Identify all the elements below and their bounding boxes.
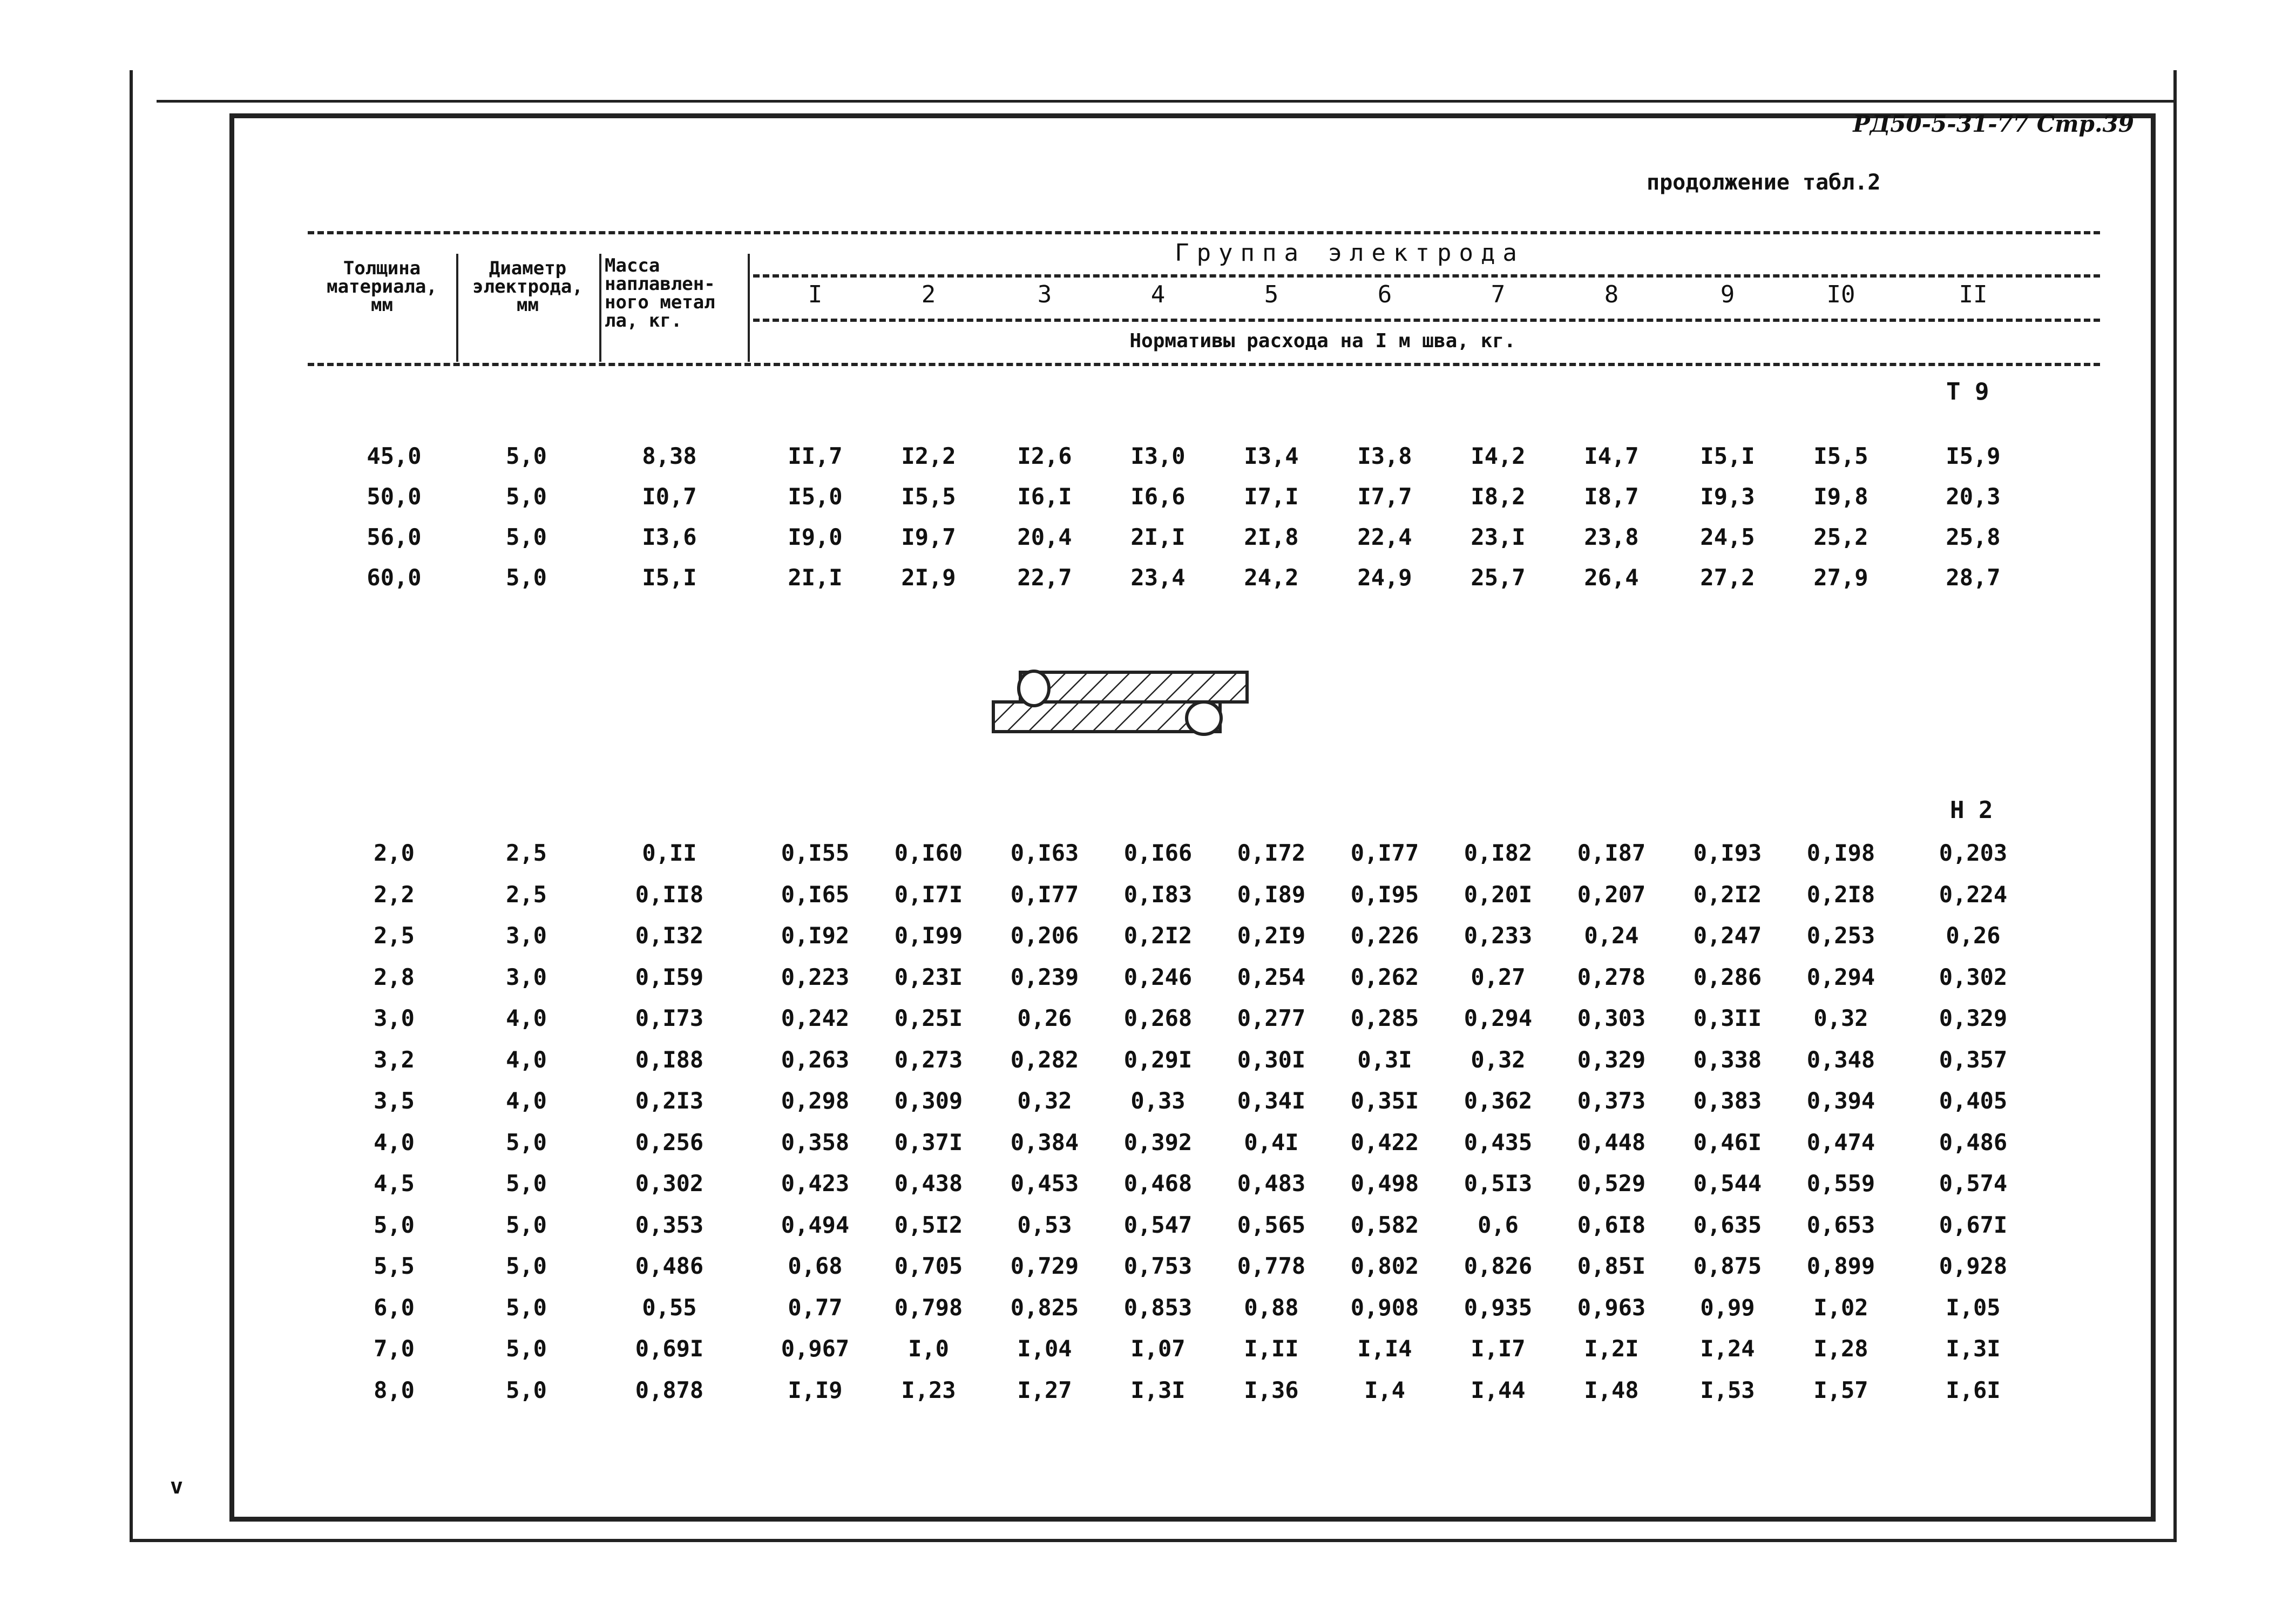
section1-cell: I3,4 (1244, 443, 1299, 469)
section2-cell: 0,233 (1464, 922, 1533, 949)
section1-cell: 5,0 (506, 443, 547, 469)
section2-cell: 0,273 (894, 1046, 963, 1073)
section2-cell: 0,825 (1010, 1294, 1079, 1321)
group-number: II (1959, 281, 1988, 308)
section1-cell: 28,7 (1946, 564, 2001, 591)
section1-cell: I2,2 (901, 443, 956, 469)
section2-cell: 0,I66 (1123, 840, 1193, 866)
section2-cell: 0,729 (1010, 1253, 1079, 1279)
section2-cell: 0,294 (1464, 1005, 1533, 1031)
section2-cell: 0,32 (1471, 1046, 1526, 1073)
group-number: 7 (1491, 281, 1506, 308)
section2-cell: 0,3II (1693, 1005, 1762, 1031)
section2-cell: 0,358 (781, 1129, 850, 1155)
section2-cell: 0,5I2 (894, 1211, 963, 1238)
section1-cell: 22,7 (1017, 564, 1072, 591)
section2-cell: 3,0 (374, 1005, 415, 1031)
section2-cell: 0,277 (1237, 1005, 1306, 1031)
section2-cell: 0,20I (1464, 881, 1533, 908)
section2-cell: 0,826 (1464, 1253, 1533, 1279)
section1-cell: 2I,8 (1244, 524, 1299, 550)
section2-cell: 0,329 (1577, 1046, 1646, 1073)
section1-cell: 2I,9 (901, 564, 956, 591)
section2-cell: I,6I (1946, 1376, 2001, 1403)
section1-cell: 23,8 (1584, 524, 1639, 550)
lap-weld-joint-icon (988, 664, 1269, 745)
section2-cell: 0,329 (1939, 1005, 2008, 1031)
section2-cell: 0,309 (894, 1087, 963, 1114)
section2-cell: 0,422 (1350, 1129, 1419, 1155)
section1-cell: I9,3 (1700, 483, 1755, 510)
section2-cell: 0,33 (1130, 1087, 1186, 1114)
section2-cell: 3,0 (506, 963, 547, 990)
section1-cell: 20,3 (1946, 483, 2001, 510)
section2-cell: 0,6 (1478, 1211, 1519, 1238)
section1-cell: 25,7 (1471, 564, 1526, 591)
section1-cell: II,7 (788, 443, 843, 469)
section1-cell: I7,I (1244, 483, 1299, 510)
section2-cell: 0,494 (781, 1211, 850, 1238)
section1-cell: I3,0 (1130, 443, 1186, 469)
section2-cell: 2,5 (506, 881, 547, 908)
section1-cell: 27,2 (1700, 564, 1755, 591)
section2-cell: 2,5 (506, 840, 547, 866)
section2-cell: 2,2 (374, 881, 415, 908)
section2-cell: 0,498 (1350, 1170, 1419, 1197)
section1-cell: 2I,I (788, 564, 843, 591)
section2-cell: 0,I73 (635, 1005, 704, 1031)
section2-cell: I,3I (1130, 1376, 1186, 1403)
section1-cell: 25,2 (1813, 524, 1868, 550)
section2-cell: 0,32 (1017, 1087, 1072, 1114)
section1-cell: I9,7 (901, 524, 956, 550)
section1-cell: I0,7 (642, 483, 697, 510)
section2-cell: 0,254 (1237, 963, 1306, 990)
section2-cell: 0,899 (1806, 1253, 1875, 1279)
section2-cell: 0,302 (635, 1170, 704, 1197)
section2-cell: 0,384 (1010, 1129, 1079, 1155)
section2-cell: 0,26 (1017, 1005, 1072, 1031)
section2-cell: 0,263 (781, 1046, 850, 1073)
section2-cell: 0,362 (1464, 1087, 1533, 1114)
section2-cell: 0,203 (1939, 840, 2008, 866)
section2-cell: 0,529 (1577, 1170, 1646, 1197)
section2-cell: 0,67I (1939, 1211, 2008, 1238)
section2-cell: 8,0 (374, 1376, 415, 1403)
section2-cell: 0,853 (1123, 1294, 1193, 1321)
section2-cell: I,53 (1700, 1376, 1755, 1403)
section2-cell: 0,I99 (894, 922, 963, 949)
section1-cell: 23,4 (1130, 564, 1186, 591)
section1-cell: I4,2 (1471, 443, 1526, 469)
section2-cell: 0,99 (1700, 1294, 1755, 1321)
section1-cell: I2,6 (1017, 443, 1072, 469)
section2-cell: 0,I7I (894, 881, 963, 908)
section2-cell: 0,I87 (1577, 840, 1646, 866)
section2-cell: 0,29I (1123, 1046, 1193, 1073)
section2-cell: 0,753 (1123, 1253, 1193, 1279)
section1-cell: 24,9 (1357, 564, 1412, 591)
section2-cell: 0,635 (1693, 1211, 1762, 1238)
section2-cell: 0,574 (1939, 1170, 2008, 1197)
header-rule-group (753, 274, 2100, 278)
section2-cell: 0,207 (1577, 881, 1646, 908)
section1-cell: 2I,I (1130, 524, 1186, 550)
section2-cell: 0,239 (1010, 963, 1079, 990)
section2-cell: 0,24 (1584, 922, 1639, 949)
section2-cell: 5,0 (506, 1170, 547, 1197)
section2-cell: 0,6I8 (1577, 1211, 1646, 1238)
section2-cell: I,27 (1017, 1376, 1072, 1403)
section2-cell: 0,206 (1010, 922, 1079, 949)
section2-cell: 0,392 (1123, 1129, 1193, 1155)
section2-cell: I,I7 (1471, 1335, 1526, 1362)
section2-cell: 0,32 (1813, 1005, 1868, 1031)
section1-cell: I5,5 (901, 483, 956, 510)
section2-cell: 0,I63 (1010, 840, 1079, 866)
section1-cell: I8,7 (1584, 483, 1639, 510)
section2-cell: 0,353 (635, 1211, 704, 1238)
section2-cell: 0,69I (635, 1335, 704, 1362)
header-separator (599, 254, 601, 362)
header-rule-bottom (308, 363, 2100, 366)
section2-cell: 0,802 (1350, 1253, 1419, 1279)
section2-cell: 0,453 (1010, 1170, 1079, 1197)
section2-cell: 0,I93 (1693, 840, 1762, 866)
section2-cell: 0,468 (1123, 1170, 1193, 1197)
section1-cell: 24,2 (1244, 564, 1299, 591)
section2-cell: 0,256 (635, 1129, 704, 1155)
section2-cell: 7,0 (374, 1335, 415, 1362)
group-number: 9 (1720, 281, 1735, 308)
section1-cell: I9,0 (788, 524, 843, 550)
section1-mark: Т 9 (1946, 378, 1989, 406)
section2-cell: 0,I77 (1350, 840, 1419, 866)
section2-cell: 0,405 (1939, 1087, 2008, 1114)
section2-cell: 0,I60 (894, 840, 963, 866)
section1-cell: 5,0 (506, 524, 547, 550)
header-thickness: Толщина материала, мм (327, 258, 437, 316)
section2-cell: 0,2I2 (1123, 922, 1193, 949)
section2-cell: 0,348 (1806, 1046, 1875, 1073)
group-number: 5 (1264, 281, 1279, 308)
section2-cell: 5,0 (506, 1211, 547, 1238)
section2-cell: 0,23I (894, 963, 963, 990)
header-group: Группа электрода (1175, 239, 1525, 267)
section2-cell: 0,483 (1237, 1170, 1306, 1197)
section2-cell: 0,423 (781, 1170, 850, 1197)
section2-cell: 0,967 (781, 1335, 850, 1362)
section2-cell: I,II (1244, 1335, 1299, 1362)
section2-cell: 0,5I3 (1464, 1170, 1533, 1197)
section2-cell: 0,705 (894, 1253, 963, 1279)
section2-cell: 0,285 (1350, 1005, 1419, 1031)
section2-cell: I,4 (1364, 1376, 1405, 1403)
group-number: 8 (1604, 281, 1619, 308)
section2-cell: 5,0 (506, 1129, 547, 1155)
section2-cell: 0,875 (1693, 1253, 1762, 1279)
section2-cell: 5,0 (506, 1376, 547, 1403)
corner-mark: v (170, 1474, 184, 1499)
section2-cell: 4,0 (506, 1046, 547, 1073)
section1-cell: I5,I (1700, 443, 1755, 469)
section1-cell: I9,8 (1813, 483, 1868, 510)
group-number: I0 (1826, 281, 1855, 308)
header-norms: Нормативы расхода на I м шва, кг. (1129, 330, 1516, 352)
section2-cell: 0,35I (1350, 1087, 1419, 1114)
section2-cell: 0,253 (1806, 922, 1875, 949)
section2-cell: 0,I98 (1806, 840, 1875, 866)
section2-cell: 0,778 (1237, 1253, 1306, 1279)
section1-cell: 5,0 (506, 564, 547, 591)
section2-cell: 3,5 (374, 1087, 415, 1114)
section2-cell: I,57 (1813, 1376, 1868, 1403)
section2-cell: 3,0 (506, 922, 547, 949)
section2-cell: I,44 (1471, 1376, 1526, 1403)
section2-cell: 0,338 (1693, 1046, 1762, 1073)
section2-cell: 0,224 (1939, 881, 2008, 908)
section1-cell: 45,0 (367, 443, 422, 469)
section2-cell: I,02 (1813, 1294, 1868, 1321)
section2-cell: 0,I55 (781, 840, 850, 866)
section2-cell: 0,544 (1693, 1170, 1762, 1197)
section2-cell: 5,0 (506, 1294, 547, 1321)
section1-cell: 5,0 (506, 483, 547, 510)
section2-cell: I,04 (1017, 1335, 1072, 1362)
section2-cell: 0,2I8 (1806, 881, 1875, 908)
section2-cell: I,28 (1813, 1335, 1868, 1362)
section1-cell: I5,9 (1946, 443, 2001, 469)
section2-cell: 0,394 (1806, 1087, 1875, 1114)
section2-cell: 0,I89 (1237, 881, 1306, 908)
section2-cell: 2,0 (374, 840, 415, 866)
section2-cell: 0,278 (1577, 963, 1646, 990)
section2-cell: 3,2 (374, 1046, 415, 1073)
section2-cell: 0,26 (1946, 922, 2001, 949)
section2-cell: 0,27 (1471, 963, 1526, 990)
group-number: 2 (921, 281, 936, 308)
section1-cell: I6,I (1017, 483, 1072, 510)
group-number: 3 (1037, 281, 1052, 308)
section2-cell: 0,4I (1244, 1129, 1299, 1155)
section1-cell: I4,7 (1584, 443, 1639, 469)
section2-cell: 5,5 (374, 1253, 415, 1279)
section1-cell: 25,8 (1946, 524, 2001, 550)
section2-cell: 0,34I (1237, 1087, 1306, 1114)
section2-cell: 4,0 (506, 1087, 547, 1114)
section2-cell: 0,I72 (1237, 840, 1306, 866)
section2-cell: I,48 (1584, 1376, 1639, 1403)
section1-cell: I7,7 (1357, 483, 1412, 510)
section2-cell: 0,68 (788, 1253, 843, 1279)
section2-cell: 0,II (642, 840, 697, 866)
group-number: 6 (1377, 281, 1392, 308)
section1-cell: I3,6 (642, 524, 697, 550)
section2-cell: 4,5 (374, 1170, 415, 1197)
section2-cell: 0,247 (1693, 922, 1762, 949)
section2-cell: 0,I95 (1350, 881, 1419, 908)
section2-cell: I,23 (901, 1376, 956, 1403)
section2-cell: 0,30I (1237, 1046, 1306, 1073)
group-number: 4 (1150, 281, 1166, 308)
section2-cell: 5,0 (506, 1335, 547, 1362)
section1-cell: 20,4 (1017, 524, 1072, 550)
section2-cell: 0,357 (1939, 1046, 2008, 1073)
section2-cell: 0,85I (1577, 1253, 1646, 1279)
section2-cell: 0,486 (635, 1253, 704, 1279)
section1-cell: 24,5 (1700, 524, 1755, 550)
section2-cell: 0,963 (1577, 1294, 1646, 1321)
section2-cell: 0,25I (894, 1005, 963, 1031)
section2-cell: 0,2I2 (1693, 881, 1762, 908)
section2-cell: 0,I32 (635, 922, 704, 949)
section2-cell: 2,5 (374, 922, 415, 949)
section2-cell: 0,246 (1123, 963, 1193, 990)
section2-cell: 0,565 (1237, 1211, 1306, 1238)
section2-cell: 0,262 (1350, 963, 1419, 990)
section2-cell: 0,226 (1350, 922, 1419, 949)
section2-cell: I,05 (1946, 1294, 2001, 1321)
section1-cell: 8,38 (642, 443, 697, 469)
section1-cell: 50,0 (367, 483, 422, 510)
section2-cell: 2,8 (374, 963, 415, 990)
section2-cell: 0,303 (1577, 1005, 1646, 1031)
section2-cell: 0,653 (1806, 1211, 1875, 1238)
section2-cell: 0,559 (1806, 1170, 1875, 1197)
section2-cell: 0,282 (1010, 1046, 1079, 1073)
section2-cell: 0,878 (635, 1376, 704, 1403)
section2-cell: 0,I82 (1464, 840, 1533, 866)
section1-cell: I5,0 (788, 483, 843, 510)
section2-cell: 0,582 (1350, 1211, 1419, 1238)
section2-cell: 0,435 (1464, 1129, 1533, 1155)
header-separator (748, 254, 750, 362)
section2-cell: 0,77 (788, 1294, 843, 1321)
section2-cell: 5,0 (506, 1253, 547, 1279)
section2-cell: 0,55 (642, 1294, 697, 1321)
header-mass: Масса наплавлен-ного метал ла, кг. (605, 255, 715, 332)
section2-cell: 0,928 (1939, 1253, 2008, 1279)
section2-cell: 0,474 (1806, 1129, 1875, 1155)
section2-cell: 0,547 (1123, 1211, 1193, 1238)
section2-cell: I,I9 (788, 1376, 843, 1403)
section2-cell: I,I4 (1357, 1335, 1412, 1362)
section2-cell: 0,908 (1350, 1294, 1419, 1321)
section1-cell: 27,9 (1813, 564, 1868, 591)
section2-cell: I,07 (1130, 1335, 1186, 1362)
section2-cell: 0,I92 (781, 922, 850, 949)
section2-cell: 0,438 (894, 1170, 963, 1197)
section2-cell: 0,I65 (781, 881, 850, 908)
section2-cell: 0,935 (1464, 1294, 1533, 1321)
outer-top-line (157, 100, 2176, 103)
section1-cell: 23,I (1471, 524, 1526, 550)
section2-cell: 0,53 (1017, 1211, 1072, 1238)
section1-cell: 22,4 (1357, 524, 1412, 550)
section2-cell: 0,798 (894, 1294, 963, 1321)
section2-cell: 0,268 (1123, 1005, 1193, 1031)
section2-cell: I,24 (1700, 1335, 1755, 1362)
group-number: I (808, 281, 823, 308)
section2-cell: 0,302 (1939, 963, 2008, 990)
section2-cell: 0,2I9 (1237, 922, 1306, 949)
section2-cell: 4,0 (374, 1129, 415, 1155)
section2-cell: 0,88 (1244, 1294, 1299, 1321)
section1-cell: I6,6 (1130, 483, 1186, 510)
section2-cell: I,36 (1244, 1376, 1299, 1403)
section2-cell: I,2I (1584, 1335, 1639, 1362)
header-rule-numbers (753, 319, 2100, 322)
section2-cell: 0,373 (1577, 1087, 1646, 1114)
section2-cell: 6,0 (374, 1294, 415, 1321)
section2-cell: I,0 (908, 1335, 949, 1362)
section2-cell: 0,286 (1693, 963, 1762, 990)
section2-cell: 0,I83 (1123, 881, 1193, 908)
section2-cell: 0,486 (1939, 1129, 2008, 1155)
section2-cell: 5,0 (374, 1211, 415, 1238)
section1-cell: I8,2 (1471, 483, 1526, 510)
section1-cell: 60,0 (367, 564, 422, 591)
section1-cell: 26,4 (1584, 564, 1639, 591)
section2-mark: Н 2 (1950, 796, 1993, 824)
section2-cell: 4,0 (506, 1005, 547, 1031)
section1-cell: I5,I (642, 564, 697, 591)
section2-cell: 0,2I3 (635, 1087, 704, 1114)
header-diameter: Диаметр электрода, мм (472, 258, 583, 316)
page-code: РД50-5-31-77 Стр.39 (1853, 111, 2134, 137)
section2-cell: 0,I88 (635, 1046, 704, 1073)
header-rule-top (308, 231, 2100, 234)
section2-cell: I,3I (1946, 1335, 2001, 1362)
section2-cell: 0,46I (1693, 1129, 1762, 1155)
header-separator (456, 254, 458, 362)
section2-cell: 0,II8 (635, 881, 704, 908)
section2-cell: 0,298 (781, 1087, 850, 1114)
section1-cell: 56,0 (367, 524, 422, 550)
continuation-label: продолжение табл.2 (1647, 170, 1881, 195)
section2-cell: 0,3I (1357, 1046, 1412, 1073)
section2-cell: 0,223 (781, 963, 850, 990)
section2-cell: 0,294 (1806, 963, 1875, 990)
section2-cell: 0,448 (1577, 1129, 1646, 1155)
section1-cell: I3,8 (1357, 443, 1412, 469)
section2-cell: 0,383 (1693, 1087, 1762, 1114)
section2-cell: 0,37I (894, 1129, 963, 1155)
section1-cell: I5,5 (1813, 443, 1868, 469)
section2-cell: 0,I59 (635, 963, 704, 990)
section2-cell: 0,242 (781, 1005, 850, 1031)
section2-cell: 0,I77 (1010, 881, 1079, 908)
